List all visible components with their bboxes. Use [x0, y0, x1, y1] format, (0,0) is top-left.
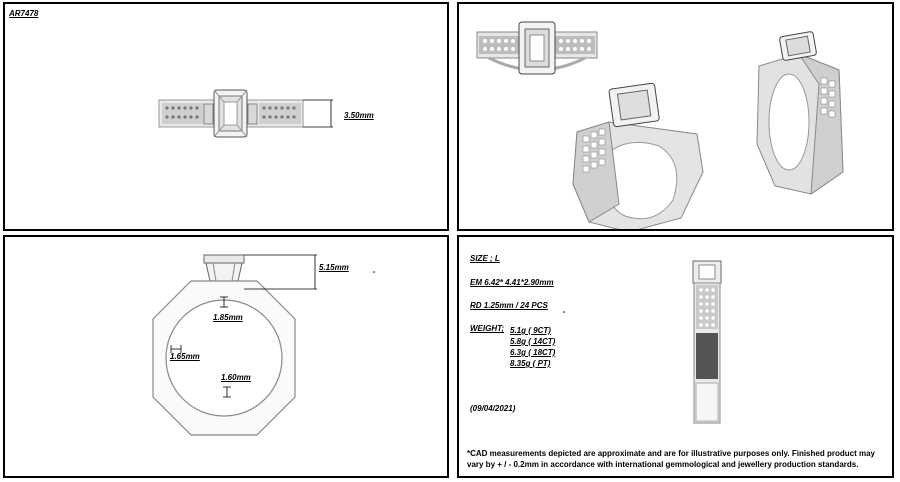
round-diamond-spec: RD 1.25mm / 24 PCS	[470, 301, 548, 310]
shank-side-dimension-label: 1.65mm	[170, 352, 200, 361]
width-dimension-label: 3.50mm	[344, 111, 374, 120]
ring-top-view-drawing	[5, 4, 449, 231]
emerald-cut-spec: EM 6.42* 4.41*2.90mm	[470, 278, 554, 287]
ring-front-render	[477, 22, 597, 74]
cad-disclaimer: *CAD measurements depicted are approximate and are for illustrative purposes only. Finished product may vary by + / - 0.2mm in accordance with international gemmological and jewellery production standards.	[467, 449, 875, 469]
drawing-date: (09/04/2021)	[470, 404, 516, 413]
ring-shank-view-drawing	[459, 237, 894, 478]
weight-18ct: 6.3g ( 18CT)	[510, 348, 556, 357]
weight-9ct: 5.1g ( 9CT)	[510, 326, 551, 335]
shank-bottom-dimension-label: 1.60mm	[221, 373, 251, 382]
weight-14ct: 5.8g ( 14CT)	[510, 337, 556, 346]
weight-pt: 8.35g ( PT)	[510, 359, 551, 368]
top-view-panel	[3, 2, 449, 231]
shank-top-dimension-label: 1.85mm	[213, 313, 243, 322]
side-profile-panel	[3, 235, 449, 478]
ring-side-render	[757, 31, 843, 194]
weight-label: WEIGHT;	[470, 324, 505, 333]
ring-size: SIZE ; L	[470, 254, 500, 263]
specifications-panel	[457, 235, 894, 478]
ring-angled-render	[573, 83, 703, 231]
height-dimension-label: 5.15mm	[319, 263, 349, 272]
ring-perspective-renders	[459, 4, 894, 231]
ring-side-profile-drawing	[5, 237, 449, 478]
product-code: AR7478	[9, 9, 39, 18]
perspective-views-panel	[457, 2, 894, 231]
